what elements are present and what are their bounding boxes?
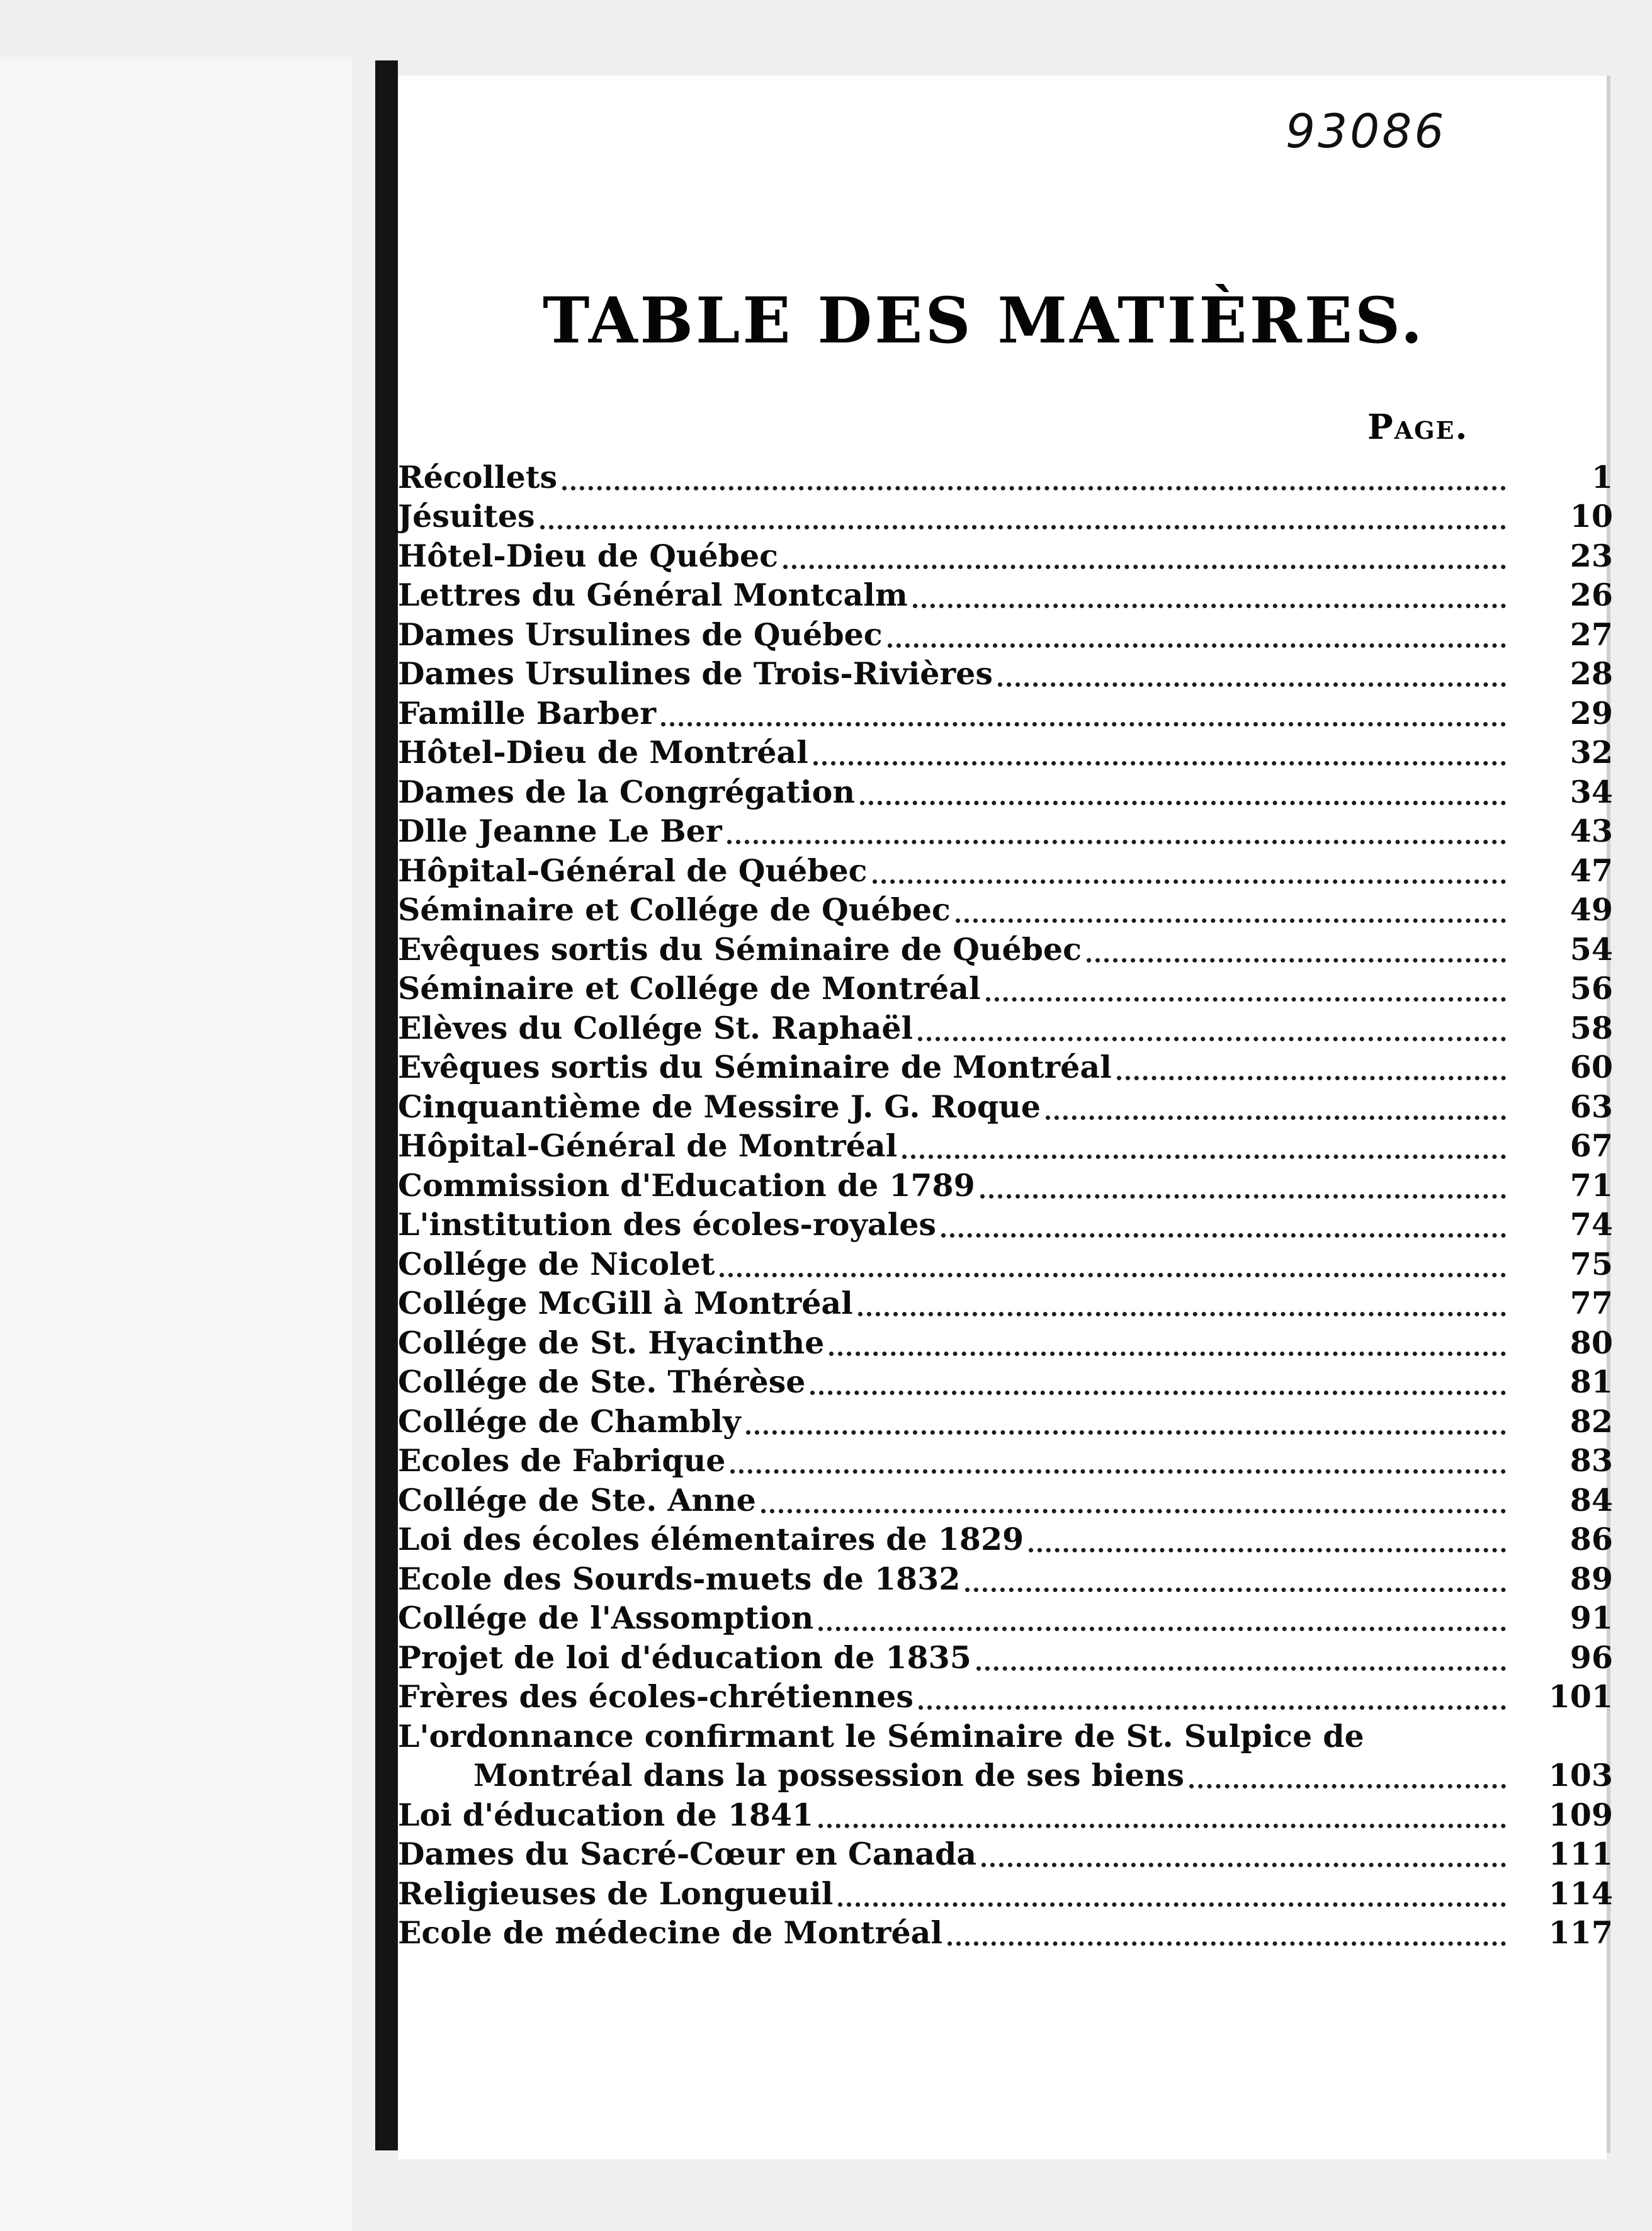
toc-entry	[398, 1161, 1613, 1204]
toc-entry-label: L'institution des écoles-royales	[398, 1206, 936, 1243]
toc-entry-label: Montréal dans la possession de ses biens	[473, 1757, 1184, 1793]
dot-leader	[860, 788, 1506, 805]
dot-leader	[965, 1575, 1506, 1592]
toc-entry-page: 47	[1570, 852, 1613, 889]
toc-entry-page: 101	[1548, 1678, 1613, 1715]
toc-entry	[398, 1634, 1613, 1676]
toc-entry-label: Dlle Jeanne Le Ber	[398, 813, 722, 849]
toc-entry-long-second-line	[398, 1752, 1613, 1792]
toc-entry-page: 114	[1548, 1875, 1613, 1912]
toc-entry-page: 117	[1548, 1914, 1613, 1951]
dot-leader	[727, 827, 1506, 844]
toc-entry-label: Hôtel-Dieu de Québec	[398, 537, 778, 574]
toc-entry	[398, 493, 1613, 533]
toc-entry	[398, 1319, 1613, 1361]
dot-leader	[810, 1378, 1506, 1395]
toc-entry-label: Commission d'Education de 1789	[398, 1166, 975, 1204]
dot-leader	[661, 709, 1506, 726]
toc-entry-label: Lettres du Général Montcalm	[398, 577, 908, 613]
facing-page-fragment	[0, 57, 353, 2231]
dot-leader	[562, 473, 1506, 490]
toc-entry-label: Projet de loi d'éducation de 1835	[398, 1639, 971, 1676]
toc-entry-label: Hôpital-Général de Montréal	[398, 1127, 898, 1164]
toc-entry	[398, 611, 1613, 653]
toc-entry-page: 82	[1570, 1403, 1613, 1440]
toc-entry-page: 10	[1570, 498, 1613, 534]
handwritten-catalog-number: 93086	[1286, 104, 1447, 159]
toc-entry-label: Hôpital-Général de Québec	[398, 852, 868, 889]
dot-leader	[1189, 1771, 1506, 1788]
toc-entry-long-first-line	[398, 1712, 1613, 1752]
dot-leader	[540, 512, 1506, 529]
dot-leader	[986, 985, 1506, 1002]
dot-leader	[838, 1890, 1506, 1907]
dot-leader	[1046, 1103, 1506, 1120]
toc-entry	[398, 1044, 1613, 1083]
toc-entry	[398, 925, 1613, 968]
toc-entry	[398, 1476, 1613, 1516]
dot-leader	[873, 867, 1506, 884]
toc-entry-label: Dames Ursulines de Trois-Rivières	[398, 655, 993, 692]
toc-entry-page: 54	[1570, 930, 1613, 968]
toc-entry-page: 75	[1570, 1245, 1613, 1282]
toc-entry-page: 23	[1570, 537, 1613, 574]
book-gutter	[375, 60, 398, 2150]
dot-leader	[1117, 1063, 1506, 1080]
dot-leader	[998, 670, 1506, 687]
toc-entry-page: 81	[1570, 1364, 1613, 1400]
toc-entry-page: 89	[1570, 1560, 1613, 1597]
toc-entries-after	[398, 1791, 1613, 1951]
toc-entry	[398, 808, 1613, 847]
toc-entry-label: Séminaire et Collége de Québec	[398, 891, 951, 928]
toc-entry-label: Collége de Ste. Anne	[398, 1481, 756, 1518]
toc-entry-page: 91	[1570, 1600, 1613, 1636]
toc-entry-label: Cinquantième de Messire J. G. Roque	[398, 1088, 1041, 1125]
toc-entry-label: Religieuses de Longueuil	[398, 1875, 834, 1912]
toc-entry-page: 77	[1570, 1285, 1613, 1321]
toc-entry-label: Hôtel-Dieu de Montréal	[398, 734, 808, 771]
toc-entry-page: 74	[1570, 1206, 1613, 1243]
page-title: TABLE DES MATIÈRES.	[543, 283, 1425, 358]
toc-entry	[398, 689, 1613, 729]
dot-leader	[982, 1850, 1506, 1867]
toc-entry	[398, 1909, 1613, 1949]
toc-entry-label: Loi des écoles élémentaires de 1829	[398, 1521, 1024, 1557]
page-column-label: Page.	[1367, 407, 1469, 447]
toc-entry	[398, 1004, 1613, 1044]
toc-entry-label: Evêques sortis du Séminaire de Montréal	[398, 1049, 1112, 1085]
dot-leader	[919, 1693, 1506, 1710]
dot-leader	[976, 1654, 1506, 1671]
toc-entry	[398, 886, 1613, 926]
toc-entry-page: 43	[1570, 813, 1613, 849]
toc-entry-page: 34	[1570, 773, 1613, 810]
toc-entry	[398, 1831, 1613, 1870]
toc-entry-page: 28	[1570, 655, 1613, 692]
toc-entry	[398, 532, 1613, 572]
toc-entry-label: Jésuites	[398, 498, 535, 534]
toc-entry-page: 96	[1570, 1639, 1613, 1676]
toc-entry-label: Frères des écoles-chrétiennes	[398, 1678, 914, 1715]
dot-leader	[761, 1496, 1506, 1513]
toc-entry-page: 67	[1570, 1127, 1613, 1164]
toc-entry	[398, 1555, 1613, 1595]
toc-entry-page: 71	[1570, 1166, 1613, 1204]
toc-entry-page: 86	[1570, 1521, 1613, 1557]
toc-entry-page: 1	[1591, 458, 1613, 495]
toc-entries	[398, 453, 1613, 1715]
toc-entry	[398, 453, 1613, 493]
dot-leader	[1029, 1535, 1506, 1552]
dot-leader	[720, 1260, 1506, 1277]
dot-leader	[813, 748, 1506, 765]
table-of-contents	[398, 453, 1613, 1951]
contents-page	[398, 76, 1613, 2159]
toc-entry-label: Dames de la Congrégation	[398, 773, 855, 810]
toc-entry	[398, 965, 1613, 1005]
toc-entry	[398, 1595, 1613, 1634]
toc-entry	[398, 1201, 1613, 1241]
toc-entry-label: Collége McGill à Montréal	[398, 1285, 853, 1321]
toc-entry-label: Collége de Chambly	[398, 1403, 741, 1440]
toc-entry	[398, 650, 1613, 690]
toc-entry	[398, 572, 1613, 611]
toc-entry-page: 29	[1570, 694, 1613, 731]
toc-entry-label: Elèves du Collége St. Raphaël	[398, 1009, 914, 1046]
dot-leader	[941, 1221, 1506, 1238]
dot-leader	[1087, 946, 1506, 963]
dot-leader	[918, 1024, 1506, 1041]
toc-entry-page: 103	[1548, 1757, 1613, 1793]
toc-entry-page: 26	[1570, 577, 1613, 613]
toc-entry-label: Loi d'éducation de 1841	[398, 1796, 814, 1833]
toc-entry-page: 60	[1570, 1049, 1613, 1085]
dot-leader	[858, 1299, 1506, 1316]
dot-leader	[818, 1614, 1506, 1631]
toc-entry	[398, 729, 1613, 769]
toc-entry	[398, 1791, 1613, 1831]
toc-entry-label: Famille Barber	[398, 694, 657, 731]
toc-entry	[398, 1358, 1613, 1398]
dot-leader	[730, 1457, 1506, 1474]
toc-entry-label: Ecoles de Fabrique	[398, 1442, 726, 1479]
dot-leader	[818, 1811, 1506, 1828]
toc-entry-page: 83	[1570, 1442, 1613, 1479]
toc-entry	[398, 1437, 1613, 1477]
toc-entry	[398, 1516, 1613, 1556]
toc-entry-label: Collége de l'Assomption	[398, 1600, 814, 1636]
toc-entry-label: Dames Ursulines de Québec	[398, 616, 883, 653]
toc-entry-label: L'ordonnance confirmant le Séminaire de St. Sulpice de	[398, 1717, 1364, 1754]
toc-entry	[398, 1280, 1613, 1319]
dot-leader	[888, 631, 1506, 648]
toc-entry-label: Collége de Nicolet	[398, 1245, 715, 1282]
dot-leader	[902, 1142, 1506, 1159]
dot-leader	[980, 1182, 1506, 1199]
dot-leader	[956, 906, 1506, 923]
toc-entry-label: Dames du Sacré-Cœur en Canada	[398, 1836, 977, 1872]
toc-entry-page: 49	[1570, 891, 1613, 928]
toc-entry	[398, 1673, 1613, 1713]
dot-leader	[746, 1418, 1506, 1435]
toc-entry-page: 32	[1570, 734, 1613, 771]
toc-entry-label: Ecole de médecine de Montréal	[398, 1914, 943, 1951]
toc-entry-label: Evêques sortis du Séminaire de Québec	[398, 930, 1082, 968]
dot-leader	[829, 1339, 1506, 1356]
toc-entry-page: 111	[1548, 1836, 1613, 1872]
toc-entry-page: 63	[1570, 1088, 1613, 1125]
dot-leader	[913, 591, 1506, 608]
toc-entry-page: 80	[1570, 1324, 1613, 1361]
toc-entry	[398, 847, 1613, 889]
dot-leader	[948, 1929, 1506, 1946]
dot-leader	[783, 552, 1506, 569]
toc-entry-page: 56	[1570, 970, 1613, 1007]
toc-entry-label: Récollets	[398, 458, 558, 495]
toc-entry-page: 27	[1570, 616, 1613, 653]
toc-entry	[398, 1122, 1613, 1162]
toc-entry	[398, 1398, 1613, 1440]
toc-entry	[398, 768, 1613, 808]
toc-entry	[398, 1870, 1613, 1912]
toc-entry	[398, 1240, 1613, 1280]
toc-entry-page: 109	[1548, 1796, 1613, 1833]
toc-entry-label: Séminaire et Collége de Montréal	[398, 970, 981, 1007]
toc-entry-label: Ecole des Sourds-muets de 1832	[398, 1560, 961, 1597]
toc-entry-page: 58	[1570, 1009, 1613, 1046]
toc-entry-label: Collége de Ste. Thérèse	[398, 1364, 806, 1400]
toc-entry-page: 84	[1570, 1481, 1613, 1518]
toc-entry	[398, 1083, 1613, 1125]
toc-entry-label: Collége de St. Hyacinthe	[398, 1324, 825, 1361]
